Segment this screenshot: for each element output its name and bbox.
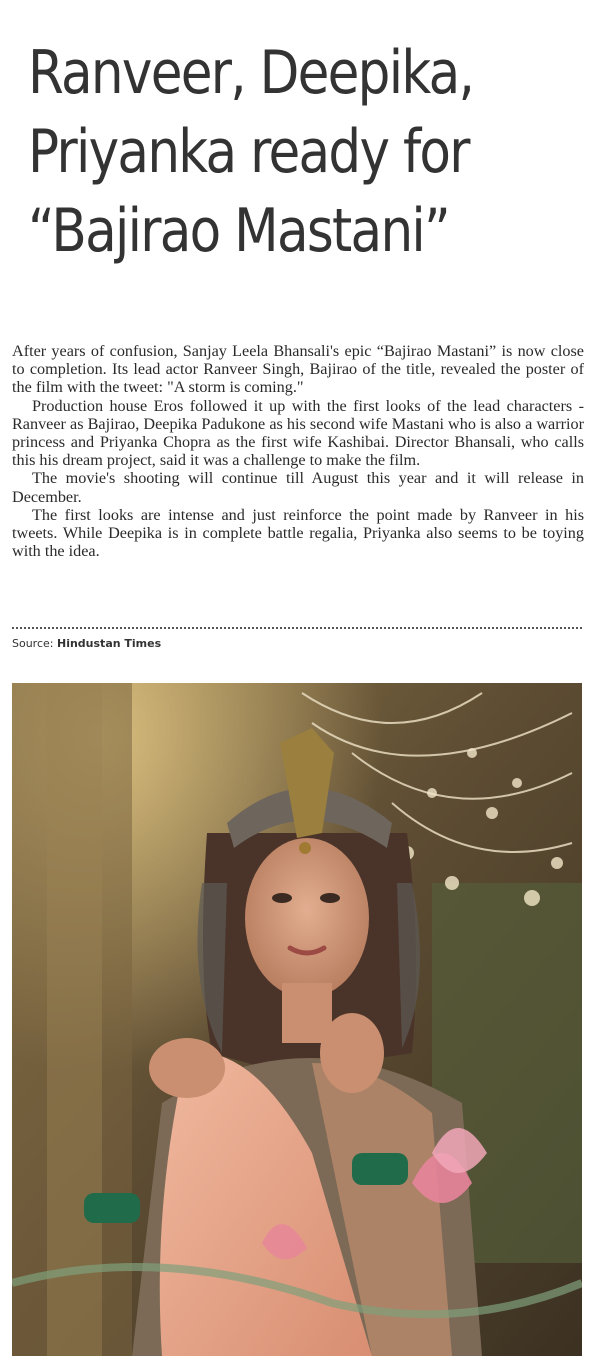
source-credit (12, 637, 161, 650)
film-still-photo (12, 683, 582, 1356)
article-paragraph-3: The movie's shooting will continue till August this year and it will release in December. (12, 469, 584, 506)
headline-line-2: Priyanka ready for (28, 117, 469, 187)
article-paragraph-4: The first looks are intense and just reinforce the point made by Ranveer in his tweets. While Deepika is in complete battle regalia, Priyanka also seems to be toying with the idea. (12, 505, 584, 561)
headline-line-3: “Bajirao Mastani” (28, 196, 450, 266)
source-name: Hindustan Times (57, 637, 162, 650)
dotted-divider (12, 627, 582, 629)
headline-line-1: Ranveer, Deepika, (28, 38, 474, 108)
article-paragraph-1: After years of confusion, Sanjay Leela Bhansali's epic “Bajirao Mastani” is now close to completion. Its lead actor Ranveer Singh, Bajirao of the title, revealed the poster of the film with the tweet: "A storm is coming." (12, 342, 584, 397)
source-label: Source: (12, 637, 54, 650)
photo-illustration (12, 683, 582, 1356)
article-body (12, 342, 584, 560)
headline (28, 34, 518, 271)
article-paragraph-2: Production house Eros followed it up with the first looks of the lead characters - Ranveer as Bajirao, Deepika Padukone as his second wife Mastani who is also a warrior princess and Priyanka Chopra as the first wife Kashibai. Director Bhansali, who calls this his dream project, said it was a challenge to make the film. (12, 396, 584, 470)
